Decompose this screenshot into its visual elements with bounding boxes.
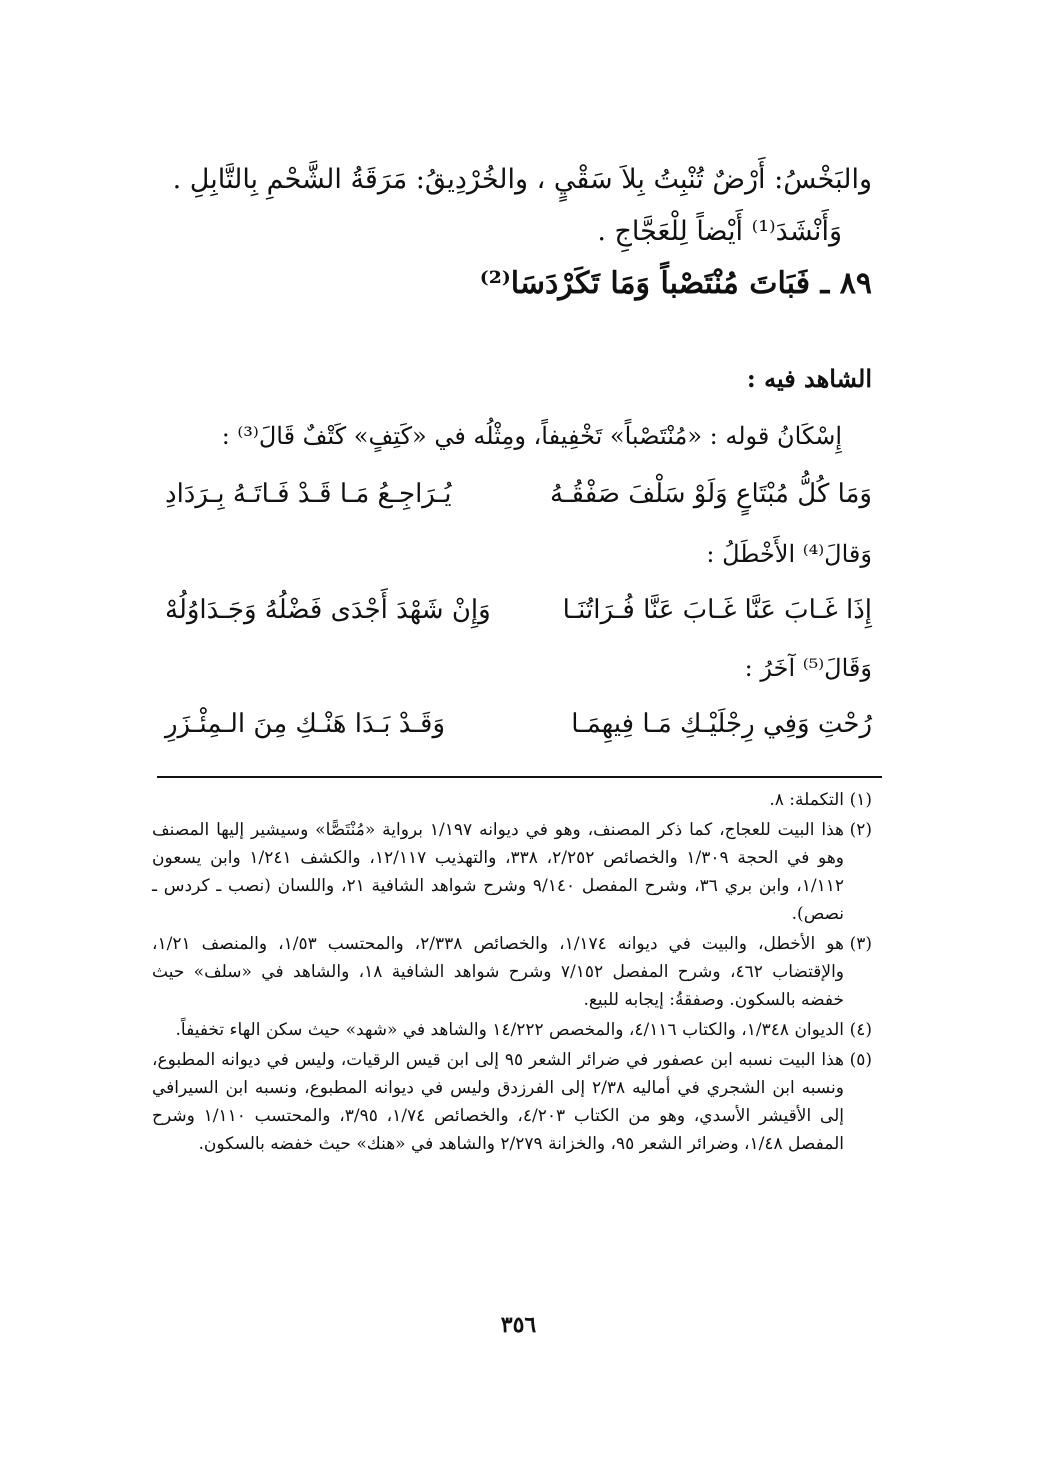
verse-1-first-hemistich: وَمَا كُلُّ مُبْتَاعٍ وَلَوْ سَلْفَ صَفْقُـهُ — [549, 479, 872, 509]
body-line-2: وَأَنْشَدَ⁽¹⁾ أَيْضاً لِلْعَجَّاجِ . — [597, 216, 842, 247]
footnote-4 — [152, 1016, 872, 1044]
footnote-2 — [152, 816, 872, 928]
footnote-text: التكملة: ٨. — [769, 790, 844, 810]
verse-3-second-hemistich: وَقَـدْ بَـدَا هَنْـكِ مِنَ الـمِئْـزَرِ — [165, 709, 445, 739]
footnote-number: (٢) — [849, 820, 872, 840]
footnote-divider — [157, 776, 882, 778]
footnote-text: هذا البيت نسبه ابن عصفور في ضرائر الشعر ٩٥ إلى ابن قيس الرقيات، وليس في ديوانه المطبوع، ونسبه ابن الشجري في أماليه ٢/٣٨ إلى الفرزدق وليس في ديوانه المطبوع، ونسبه ابن السيرافي إلى الأقيشر الأسدي، وهو من الكتاب ٤/٢٠٣، والخصائص ١/٧٤، ٣/٩٥، والمحتسب ١/١١٠ وشرح المفصل ١/٤٨، وضرائر الشعر ٩٥، والخزانة ٢/٢٧٩ والشاهد في «هنك» حيث خفضه بالسكون. — [152, 1050, 845, 1154]
footnote-number: (٣) — [849, 934, 872, 954]
body-line-1: والبَخْسُ: أَرْضٌ تُنْبِتُ بِلاَ سَقْيٍ ، والخُرْدِيقُ: مَرَقَةُ الشَّحْمِ بِالتَّابِلِ . — [172, 164, 872, 195]
verse-2-first-hemistich: إِذَا غَـابَ عَنَّا غَـابَ عَنَّا فُـرَاتُنَـا — [562, 595, 872, 625]
intro-line-3: وَقَالَ⁽⁵⁾ آخَرُ : — [744, 654, 872, 682]
page-number: ٣٥٦ — [500, 1312, 537, 1338]
footnote-number: (١) — [849, 790, 872, 810]
footnotes — [152, 786, 872, 1160]
verse-text: فَبَاتَ مُنْتَصْباً وَمَا تَكَرْدَسَا⁽²⁾ — [479, 266, 811, 301]
section-heading: الشاهد فيه : — [746, 364, 872, 393]
footnote-3 — [152, 930, 872, 1014]
footnote-text: هذا البيت للعجاج، كما ذكر المصنف، وهو في ديوانه ١/١٩٧ برواية «مُنْتَصًّا» وسيشير إليها المصنف وهو في الحجة ١/٣٠٩ والخصائص ٢/٢٥٢، ٣٣٨، والتهذيب ١٢/١١٧، والكشف ١/٢٤١ وابن يسعون ١/١١٢، وابن بري ٣٦، وشرح المفصل ٩/١٤٠ وشرح شواهد الشافية ٢١، واللسان (نصب ـ كردس ـ نصص). — [152, 820, 845, 924]
verse-1-second-hemistich: يُـرَاجِـعُ مَـا قَـدْ فَـاتَـهُ بِـرَدَادِ — [165, 479, 452, 509]
footnote-number: (٤) — [849, 1020, 872, 1040]
intro-line-2: وَقالَ⁽⁴⁾ الأَخْطَلُ : — [706, 540, 872, 568]
explanation-line: إِسْكَانُ قوله : «مُنْتَصْباً» تَخْفِيفاً، ومِثْلُه في «كَتِفٍ» كَتْفٌ قَالَ⁽³⁾ : — [221, 422, 842, 450]
footnote-5 — [152, 1046, 872, 1158]
verse-3-first-hemistich: رُحْتِ وَفِي رِجْلَيْـكِ مَـا فِيهِمَـا — [571, 709, 872, 739]
footnote-text: الديوان ١/٣٤٨، والكتاب ٤/١١٦، والمخصص ١٤/٢٢٢ والشاهد في «شهد» حيث سكن الهاء تخفيفاً. — [175, 1020, 844, 1040]
verse-number: ٨٩ ـ — [820, 266, 872, 301]
cited-verse — [480, 262, 872, 306]
verse-2-second-hemistich: وَإِنْ شَهْدَ أَجْدَى فَضْلُهُ وَجَـدَاوُلُهْ — [165, 595, 491, 625]
footnote-1 — [152, 786, 872, 814]
footnote-text: هو الأخطل، والبيت في ديوانه ١/١٧٤، والخصائص ٢/٣٣٨، والمحتسب ١/٥٣، والمنصف ١/٢١، والإقتضاب ٤٦٢، وشرح المفصل ٧/١٥٢ وشرح شواهد الشافية ١٨، والشاهد في «سلف» حيث خفضه بالسكون. وصفقةُ: إيجابه للبيع. — [152, 934, 845, 1010]
footnote-number: (٥) — [849, 1050, 872, 1070]
